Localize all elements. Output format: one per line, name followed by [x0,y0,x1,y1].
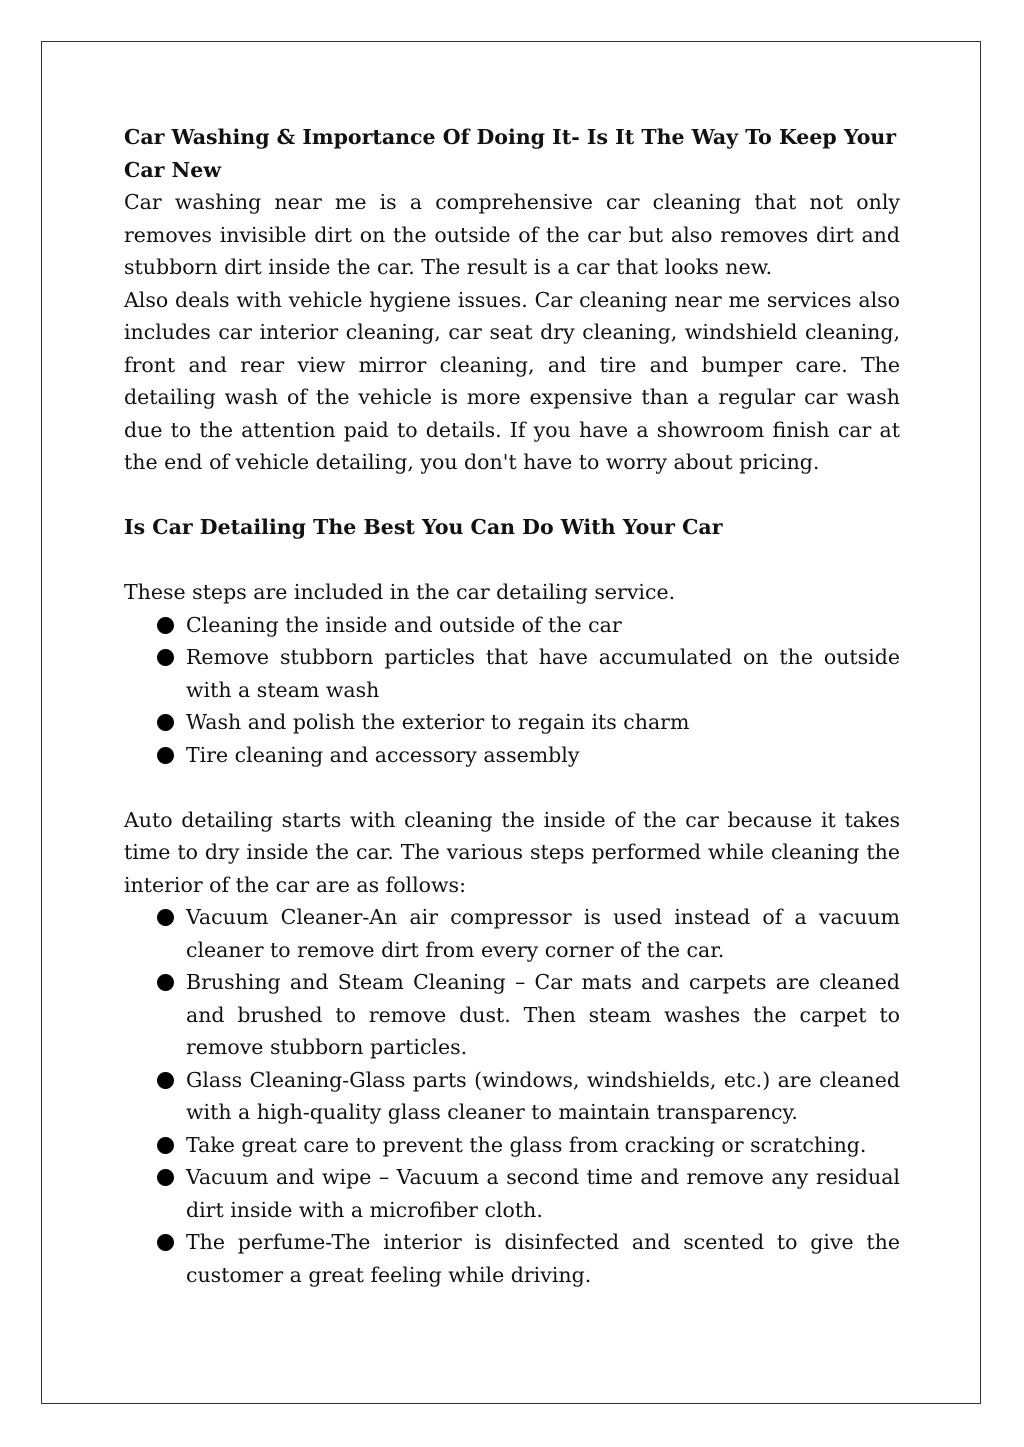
list-item [124,966,900,1064]
list-item-text: Remove stubborn particles that have accumulated on the outside with a steam wash [186,645,900,702]
list-item [124,641,900,706]
list-item [124,609,900,642]
list-item-text: Take great care to prevent the glass from cracking or scratching. [186,1132,867,1157]
interior-steps-list [124,901,900,1291]
bullet-dot-icon [157,1137,174,1154]
section-2-title: Is Car Detailing The Best You Can Do With Your Car [124,515,723,539]
section-1-paragraph-1: Car washing near me is a comprehensive car cleaning that not only removes invisible dirt on the outside of the car but also removes dirt and stubborn dirt inside the car. The result is a car that looks new. [124,190,900,279]
list-item [124,706,900,739]
bullet-dot-icon [157,714,174,731]
document-body [124,121,900,1291]
list-item [124,901,900,966]
bullet-dot-icon [157,1169,174,1186]
list-item [124,1129,900,1162]
list-item-text: Glass Cleaning-Glass parts (windows, windshields, etc.) are cleaned with a high-quality glass cleaner to maintain transparency. [186,1067,900,1124]
list-item-text: Vacuum and wipe – Vacuum a second time and remove any residual dirt inside with a microfiber cloth. [186,1165,900,1222]
bullet-dot-icon [157,1234,174,1251]
list-item [124,1226,900,1291]
bullet-dot-icon [157,974,174,991]
bullet-dot-icon [157,617,174,634]
section-1-title: Car Washing & Importance Of Doing It- Is It The Way To Keep Your Car New [124,125,897,182]
bullet-dot-icon [157,649,174,666]
bullet-dot-icon [157,1072,174,1089]
section-3-intro: Auto detailing starts with cleaning the inside of the car because it takes time to dry inside the car. The various steps performed while cleaning the interior of the car are as follows: [124,807,900,897]
list-item [124,1161,900,1226]
spacer [124,771,900,804]
section-2-intro: These steps are included in the car detailing service. [124,580,676,604]
bullet-dot-icon [157,747,174,764]
list-item-text: Wash and polish the exterior to regain its charm [186,710,690,734]
list-item-text: Cleaning the inside and outside of the car [186,612,622,637]
spacer [124,544,900,577]
section-1-paragraph-2: Also deals with vehicle hygiene issues. Car cleaning near me services also includes car interior cleaning, car seat dry cleaning, windshield cleaning, front and rear view mirror cleaning, and tire and bumper care. The detailing wash of the vehicle is more expensive than a regular car wash due to the attention paid to details. If you have a showroom finish car at the end of vehicle detailing, you don't have to worry about pricing. [124,287,900,474]
service-steps-list [124,609,900,772]
list-item-text: Tire cleaning and accessory assembly [186,742,580,767]
list-item-text: Brushing and Steam Cleaning – Car mats and carpets are cleaned and brushed to remove dust. Then steam washes the carpet to remove stubborn particles. [186,970,900,1059]
list-item-text: Vacuum Cleaner-An air compressor is used instead of a vacuum cleaner to remove dirt from every corner of the car. [186,905,900,962]
list-item-text: The perfume-The interior is disinfected and scented to give the customer a great feeling while driving. [186,1230,900,1287]
list-item [124,739,900,772]
list-item [124,1064,900,1129]
bullet-dot-icon [157,909,174,926]
spacer [124,479,900,512]
